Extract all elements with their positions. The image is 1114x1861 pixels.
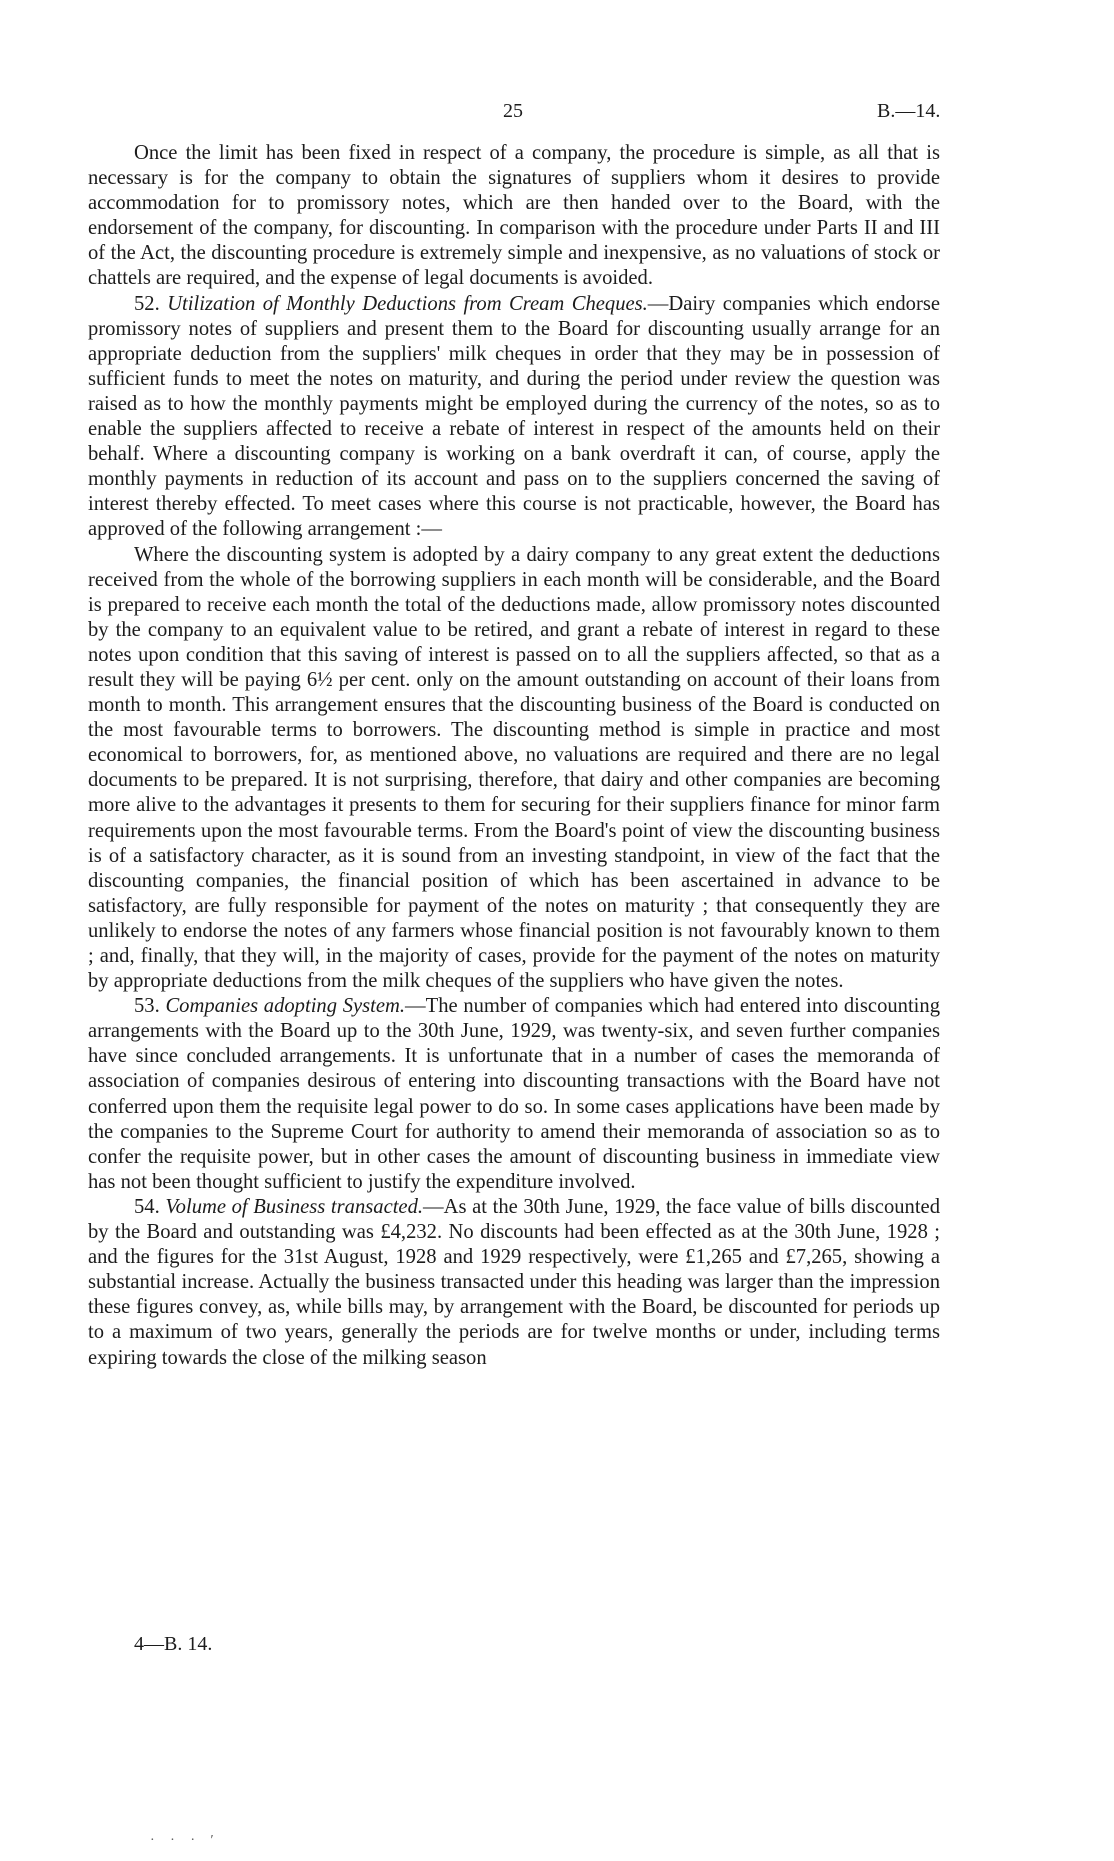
section-heading: Volume of Business transacted. [165, 1195, 424, 1218]
stray-mark: · · · ′ [150, 1833, 220, 1848]
body-text [88, 141, 940, 1371]
section-number: 52. [134, 292, 160, 315]
section-heading: Utilization of Monthly Deductions from Cream Cheques. [167, 292, 648, 315]
paragraph-text: Once the limit has been fixed in respect of a company, the procedure is simple, as all that is necessary is for the company to obtain the signatures of suppliers whom it desires to provide accommodation for to promissory notes, which are then handed over to the Board, with the endorsement of the company, for discounting. In comparison with the procedure under Parts II and III of the Act, the discounting procedure is extremely simple and inexpensive, as no valuations of stock or chattels are required, and the expense of legal documents is avoided. [88, 142, 940, 290]
paragraph-limit-procedure [88, 141, 940, 292]
document-reference: B.—14. [877, 100, 941, 122]
paragraph-text: —As at the 30th June, 1929, the face value of bills discounted by the Board and outstanding was £4,232. No discounts had been effected as at the 30th June, 1928 ; and the figures for the 31st August, 1928 and 1929 respectively, were £1,265 and £7,265, showing a substantial increase. Actually the business transacted under this heading was larger than the impression these figures convey, as, while bills may, by arrangement with the Board, be discounted for periods up to a maximum of two years, generally the periods are for twelve months or under, including terms expiring towards the close of the milking season [88, 1195, 940, 1369]
page-number: 25 [503, 100, 523, 122]
page-header [0, 100, 1114, 130]
paragraph-text: —The number of companies which had entered into discounting arrangements with the Board up to the 30th June, 1929, was twenty-six, and seven further companies have since concluded arrangements. It is unfortunate that in a number of cases the memoranda of association of companies desirous of entering into discounting transactions with the Board have not conferred upon them the requisite legal power to do so. In some cases applications have been made by the companies to the Supreme Court for authority to amend their memoranda of association so as to confer the requisite power, but in other cases the amount of discounting business in immediate view has not been thought sufficient to justify the expenditure involved. [88, 995, 940, 1193]
paragraph-text: Where the discounting system is adopted by a dairy company to any great extent the deductions received from the whole of the borrowing suppliers in each month will be considerable, and the Board is prepared to receive each month the total of the deductions made, allow promissory notes discounted by the company to an equivalent value to be retired, and grant a rebate of interest in regard to these notes upon condition that this saving of interest is passed on to all the suppliers affected, so that as a result they will be paying 6½ per cent. only on the amount outstanding on account of their loans from month to month. This arrangement ensures that the discounting business of the Board is conducted on the most favourable terms to borrowers. The discounting method is simple in practice and most economical to borrowers, for, as mentioned above, no valuations are required and there are no legal documents to be prepared. It is not surprising, therefore, that dairy and other companies are becoming more alive to the advantages it presents to them for securing for their suppliers finance for minor farm requirements upon the most favourable terms. From the Board's point of view the discounting business is of a satisfactory character, as it is sound from an investing standpoint, in view of the fact that the discounting companies, the financial position of which has been ascertained in advance to be satisfactory, are fully responsible for payment of the notes on maturity ; that consequently they are unlikely to endorse the notes of any farmers whose financial position is not favourably known to them ; and, finally, that they will, in the majority of cases, provide for the payment of the notes on maturity by appropriate deductions from the milk cheques of the suppliers who have given the notes. [88, 543, 940, 993]
signature-mark: 4—B. 14. [134, 1633, 213, 1655]
section-number: 53. [134, 995, 160, 1018]
paragraph-text: —Dairy companies which endorse promissory notes of suppliers and present them to the Board for discounting usually arrange for an appropriate deduction from the suppliers' milk cheques in order that they may be in possession of sufficient funds to meet the notes on maturity, and during the period under review the question was raised as to how the monthly payments might be employed during the currency of the notes, so as to enable the suppliers affected to receive a rebate of interest in respect of the amounts held on their behalf. Where a discounting company is working on a bank overdraft it can, of course, apply the monthly payments in reduction of its account and pass on to the suppliers concerned the saving of interest thereby effected. To meet cases where this course is not practicable, however, the Board has approved of the following arrangement :— [88, 292, 940, 541]
section-number: 54. [134, 1195, 160, 1218]
paragraph-52 [88, 292, 940, 543]
paragraph-54 [88, 1195, 940, 1371]
section-heading: Companies adopting System. [165, 995, 406, 1018]
paragraph-53 [88, 994, 940, 1195]
paragraph-arrangement [88, 543, 940, 995]
